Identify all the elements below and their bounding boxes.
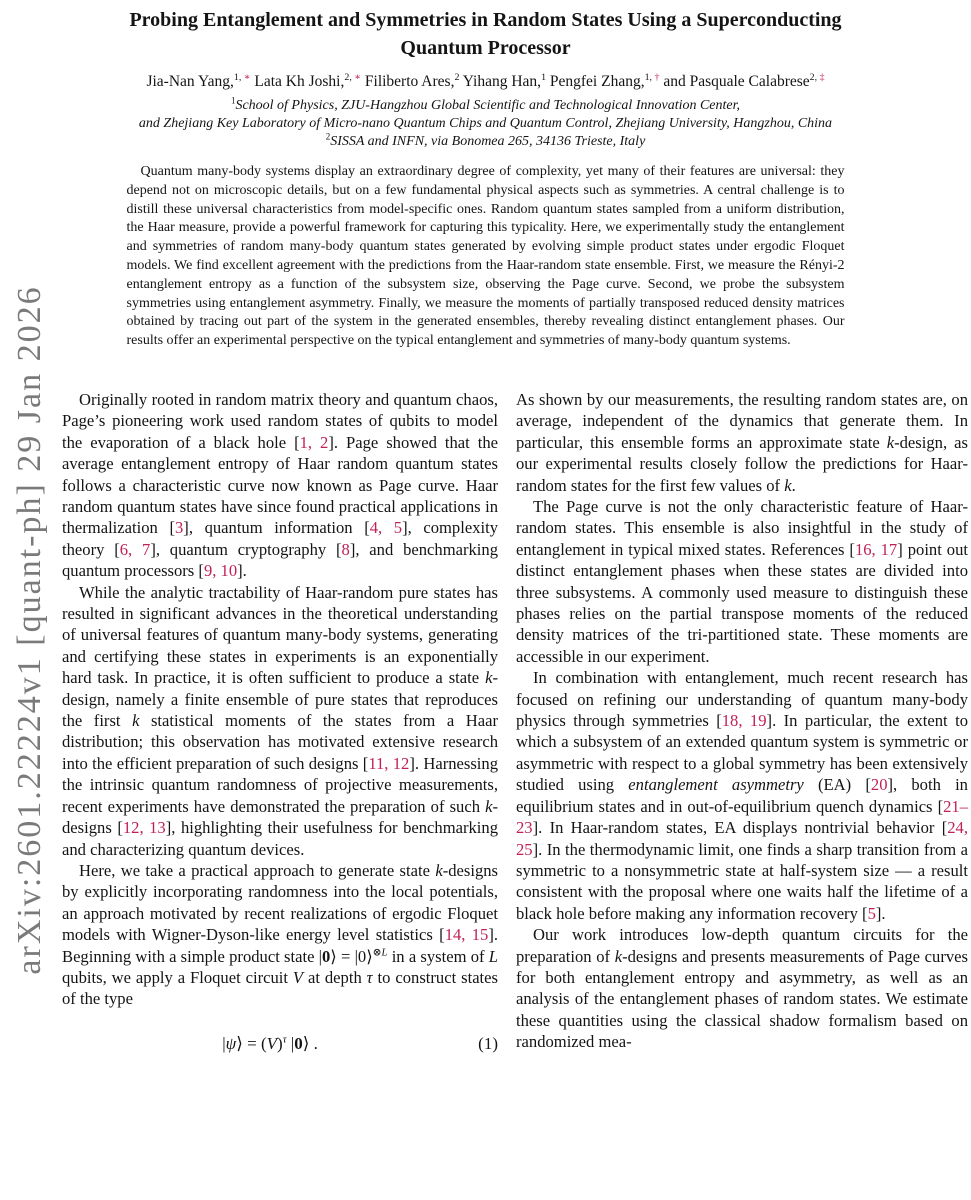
italic-text: k — [614, 946, 623, 966]
italic-text: ψ — [225, 1033, 237, 1053]
citation: [3] — [169, 518, 189, 538]
paragraph: The Page curve is not the only characteristic feature of Haar-random states. This ensemble is also insightful in the study of entanglement in typical mixed states. References [16, 17] point out distinct entanglement phases when these states are divided into three subsystems. A commonly used measure to distinguish these phases relies on the partial transpose moments of the reduced density matrices of the tri-partitioned state. These moments are accessible in our experiment. — [516, 497, 968, 666]
superscript: 2, — [344, 71, 355, 83]
citation: [8] — [335, 539, 356, 559]
superscript: 1 — [541, 71, 547, 83]
author-footnote-link[interactable]: ‡ — [819, 71, 825, 83]
citation-link[interactable]: 14, 15 — [444, 925, 489, 945]
superscript: 2 — [454, 71, 460, 83]
citation: [21–23] — [516, 796, 968, 838]
author-footnote-link[interactable]: ∗ — [243, 71, 251, 83]
citation-link[interactable]: 5 — [867, 903, 876, 923]
paper-title — [0, 0, 971, 62]
author-footnote-link[interactable]: † — [654, 71, 660, 83]
equation-row — [62, 1034, 498, 1054]
citation: [9, 10] — [198, 561, 243, 581]
author-footnote-link[interactable]: ∗ — [354, 71, 362, 83]
italic-text: L — [488, 946, 498, 966]
italic-text: V — [292, 967, 304, 987]
citation-link[interactable]: 12, 13 — [122, 818, 166, 838]
arxiv-watermark: arXiv:2601.22224v1 [quant-ph] 29 Jan 2026 — [11, 285, 48, 975]
citation: [18, 19] — [716, 711, 773, 731]
italic-text: k — [784, 475, 792, 495]
paper-title-line2: Quantum Processor — [400, 37, 571, 59]
abstract: Quantum many-body systems display an extraordinary degree of complexity, yet many of their features are universal: they depend not on microscopic details, but on a few fundamental physical aspects such as symmetries. A central challenge is to distill these universal characteristics from model-specific ones. Random quantum states sampled from a uniform distribution, the Haar measure, provide a powerful framework for capturing this typicality. Here, we experimentally study the entanglement and symmetries of random many-body quantum states generated by evolving simple product states under ergodic Floquet models. We find excellent agreement with the predictions from the Haar-random state ensemble. First, we measure the Rényi-2 entanglement entropy as a function of the subsystem size, observing the Page curve. Second, we probe the subsystem symmetries using entanglement asymmetry. Finally, we measure the moments of partially transposed reduced density matrices obtained by tracing out part of the system in the generated ensembles, thereby revealing distinct entanglement phases. Our results offer an experimental perspective on the typical entanglement and symmetries of many-body quantum systems. — [126, 164, 845, 349]
citation: [12, 13] — [117, 818, 172, 838]
affiliation-line — [0, 115, 971, 133]
italic-text: V — [266, 1033, 278, 1053]
italic-text: and Zhejiang Key Laboratory of Micro-nano Quantum Chips and Quantum Control, Zhejiang University, Hangzhou, China — [138, 116, 833, 131]
citation-link[interactable]: 20 — [870, 775, 888, 795]
citation-link[interactable]: 11, 12 — [368, 753, 410, 773]
authors-line: Jia-Nan Yang,$^{1,}$ ∗ Lata Kh Joshi,$^{2,}$ ∗ Filiberto Ares,$^2$ Yihang Han,$^1$ Pengfei Zhang,$^{1,}$ † and Pasquale Calabrese$^{2,}$ ‡ — [146, 71, 825, 90]
paragraph: As shown by our measurements, the resulting random states are, on average, independent of the dynamics that generate them. In particular, this ensemble forms an approximate state k-design, as our experimental results closely follow the predictions for Haar-random states for the first few values of k. — [516, 389, 968, 495]
citation-link[interactable]: 6, 7 — [119, 539, 151, 559]
citation: [20] — [865, 775, 894, 795]
affiliations-block — [0, 97, 971, 151]
bold-math-text: 0 — [294, 1033, 303, 1053]
italic-text: τ — [366, 967, 373, 987]
italic-text: k — [435, 860, 443, 880]
superscript: 1, — [644, 71, 655, 83]
citation-link[interactable]: 16, 17 — [854, 539, 898, 559]
paragraph: Here, we take a practical approach to generate state k-designs by explicitly incorporating randomness into the local potentials, an approach motivated by recent realizations of ergodic Floquet models with Wigner-Dyson-like energy level statistics [14, 15]. Beginning with a simple product state |0⟩ = |0⟩$^{\otimes L}$ in a system of L qubits, we apply a Floquet circuit V at depth τ to construct states of the type — [62, 860, 498, 1009]
italic-text: k — [485, 668, 493, 688]
bold-math-text: 0 — [322, 946, 331, 966]
citation: [11, 12] — [362, 753, 415, 773]
citation-link[interactable]: 8 — [341, 539, 350, 559]
math-superscript: ⊗L — [372, 947, 388, 958]
citation: [6, 7] — [114, 539, 156, 559]
affiliation-line — [0, 97, 971, 115]
citation: [4, 5] — [364, 518, 408, 538]
italic-text: entanglement asymmetry — [628, 775, 804, 795]
citation-link[interactable]: 9, 10 — [203, 561, 238, 581]
superscript: 2, — [809, 71, 820, 83]
paragraph: While the analytic tractability of Haar-random pure states has resulted in significant advances in the theoretical understanding of universal features of quantum many-body systems, generating and certifying these states in experiments is an exponentially hard task. In practice, it is often sufficient to produce a state k-design, namely a finite ensemble of pure states that reproduces the first k statistical moments of the states from a Haar distribution; this observation has motivated extensive research into the efficient preparation of such designs [11, 12]. Harnessing the intrinsic quantum randomness of projective measurements, recent experiments have demonstrated the preparation of such k-designs [12, 13], highlighting their usefulness for benchmarking and characterizing quantum devices. — [62, 582, 499, 859]
paper-title-line1: Probing Entanglement and Symmetries in Random States Using a Superconducting — [129, 9, 842, 31]
italic-text: School of Physics, ZJU-Hangzhou Global Scientific and Technological Innovation Center, — [235, 98, 741, 113]
citation: [24, 25] — [516, 818, 968, 859]
citation-link[interactable]: 4, 5 — [369, 518, 403, 538]
citation-link[interactable]: 21–23 — [516, 796, 968, 838]
paragraph: Our work introduces low-depth quantum circuits for the preparation of k-designs and presents measurements of Page curves for both entanglement entropy and asymmetry, as well as an analysis of the entanglement phases of random states. We estimate these quantities using the classical shadow formalism based on randomized mea- — [516, 925, 968, 1052]
citation-link[interactable]: 3 — [174, 518, 184, 538]
citation: [14, 15] — [439, 925, 494, 945]
citation: [1, 2] — [294, 432, 334, 452]
citation-link[interactable]: 1, 2 — [299, 432, 329, 452]
equation-number: (1) — [478, 1033, 498, 1053]
italic-text: k — [886, 432, 895, 452]
citation-link[interactable]: 18, 19 — [721, 711, 767, 731]
citation: [16, 17] — [849, 539, 903, 559]
paragraph: In combination with entanglement, much recent research has focused on refining our understanding of quantum many-body physics through symmetries [18, 19]. In particular, the extent to which a subsystem of an extended quantum system is symmetric or asymmetric with respect to a global symmetry has been extensively studied using entanglement asymmetry (EA) [20], both in equilibrium states and in out-of-equilibrium quench dynamics [21–23]. In Haar-random states, EA displays nontrivial behavior [24, 25]. In the thermodynamic limit, one finds a sharp transition from a symmetric to a nonsymmetric state at half-system size — a result consistent with the proposal where one waits half the lifetime of a black hole before making any information recovery [5]. — [516, 668, 968, 923]
math-superscript: τ — [282, 1033, 287, 1046]
paragraph: Originally rooted in random matrix theory and quantum chaos, Page’s pioneering work used random states of qubits to model the evaporation of a black hole [1, 2]. Page showed that the average entanglement entropy of Haar random quantum states follows a characteristic curve now known as Page curve. Haar random quantum states have since found practical applications in thermalization [3], quantum information [4, 5], complexity theory [6, 7], quantum cryptography [8], and benchmarking quantum processors [9, 10]. — [62, 389, 499, 581]
left-column — [62, 389, 498, 1054]
italic-text: k — [485, 796, 493, 816]
two-column-body — [0, 389, 971, 1054]
affiliation-line — [0, 133, 971, 151]
italic-text: SISSA and INFN, via Bonomea 265, 34136 Trieste, Italy — [330, 134, 646, 149]
superscript: 1, — [233, 71, 244, 83]
italic-text: k — [132, 711, 140, 731]
citation-link[interactable]: 24, 25 — [516, 818, 968, 859]
equation: |ψ⟩ = $(V)^\tau$ |0⟩ . — [222, 1033, 318, 1053]
superscript: 1 — [230, 95, 236, 106]
citation: [5] — [862, 903, 882, 923]
superscript: 2 — [325, 131, 331, 142]
right-column — [516, 389, 968, 1054]
